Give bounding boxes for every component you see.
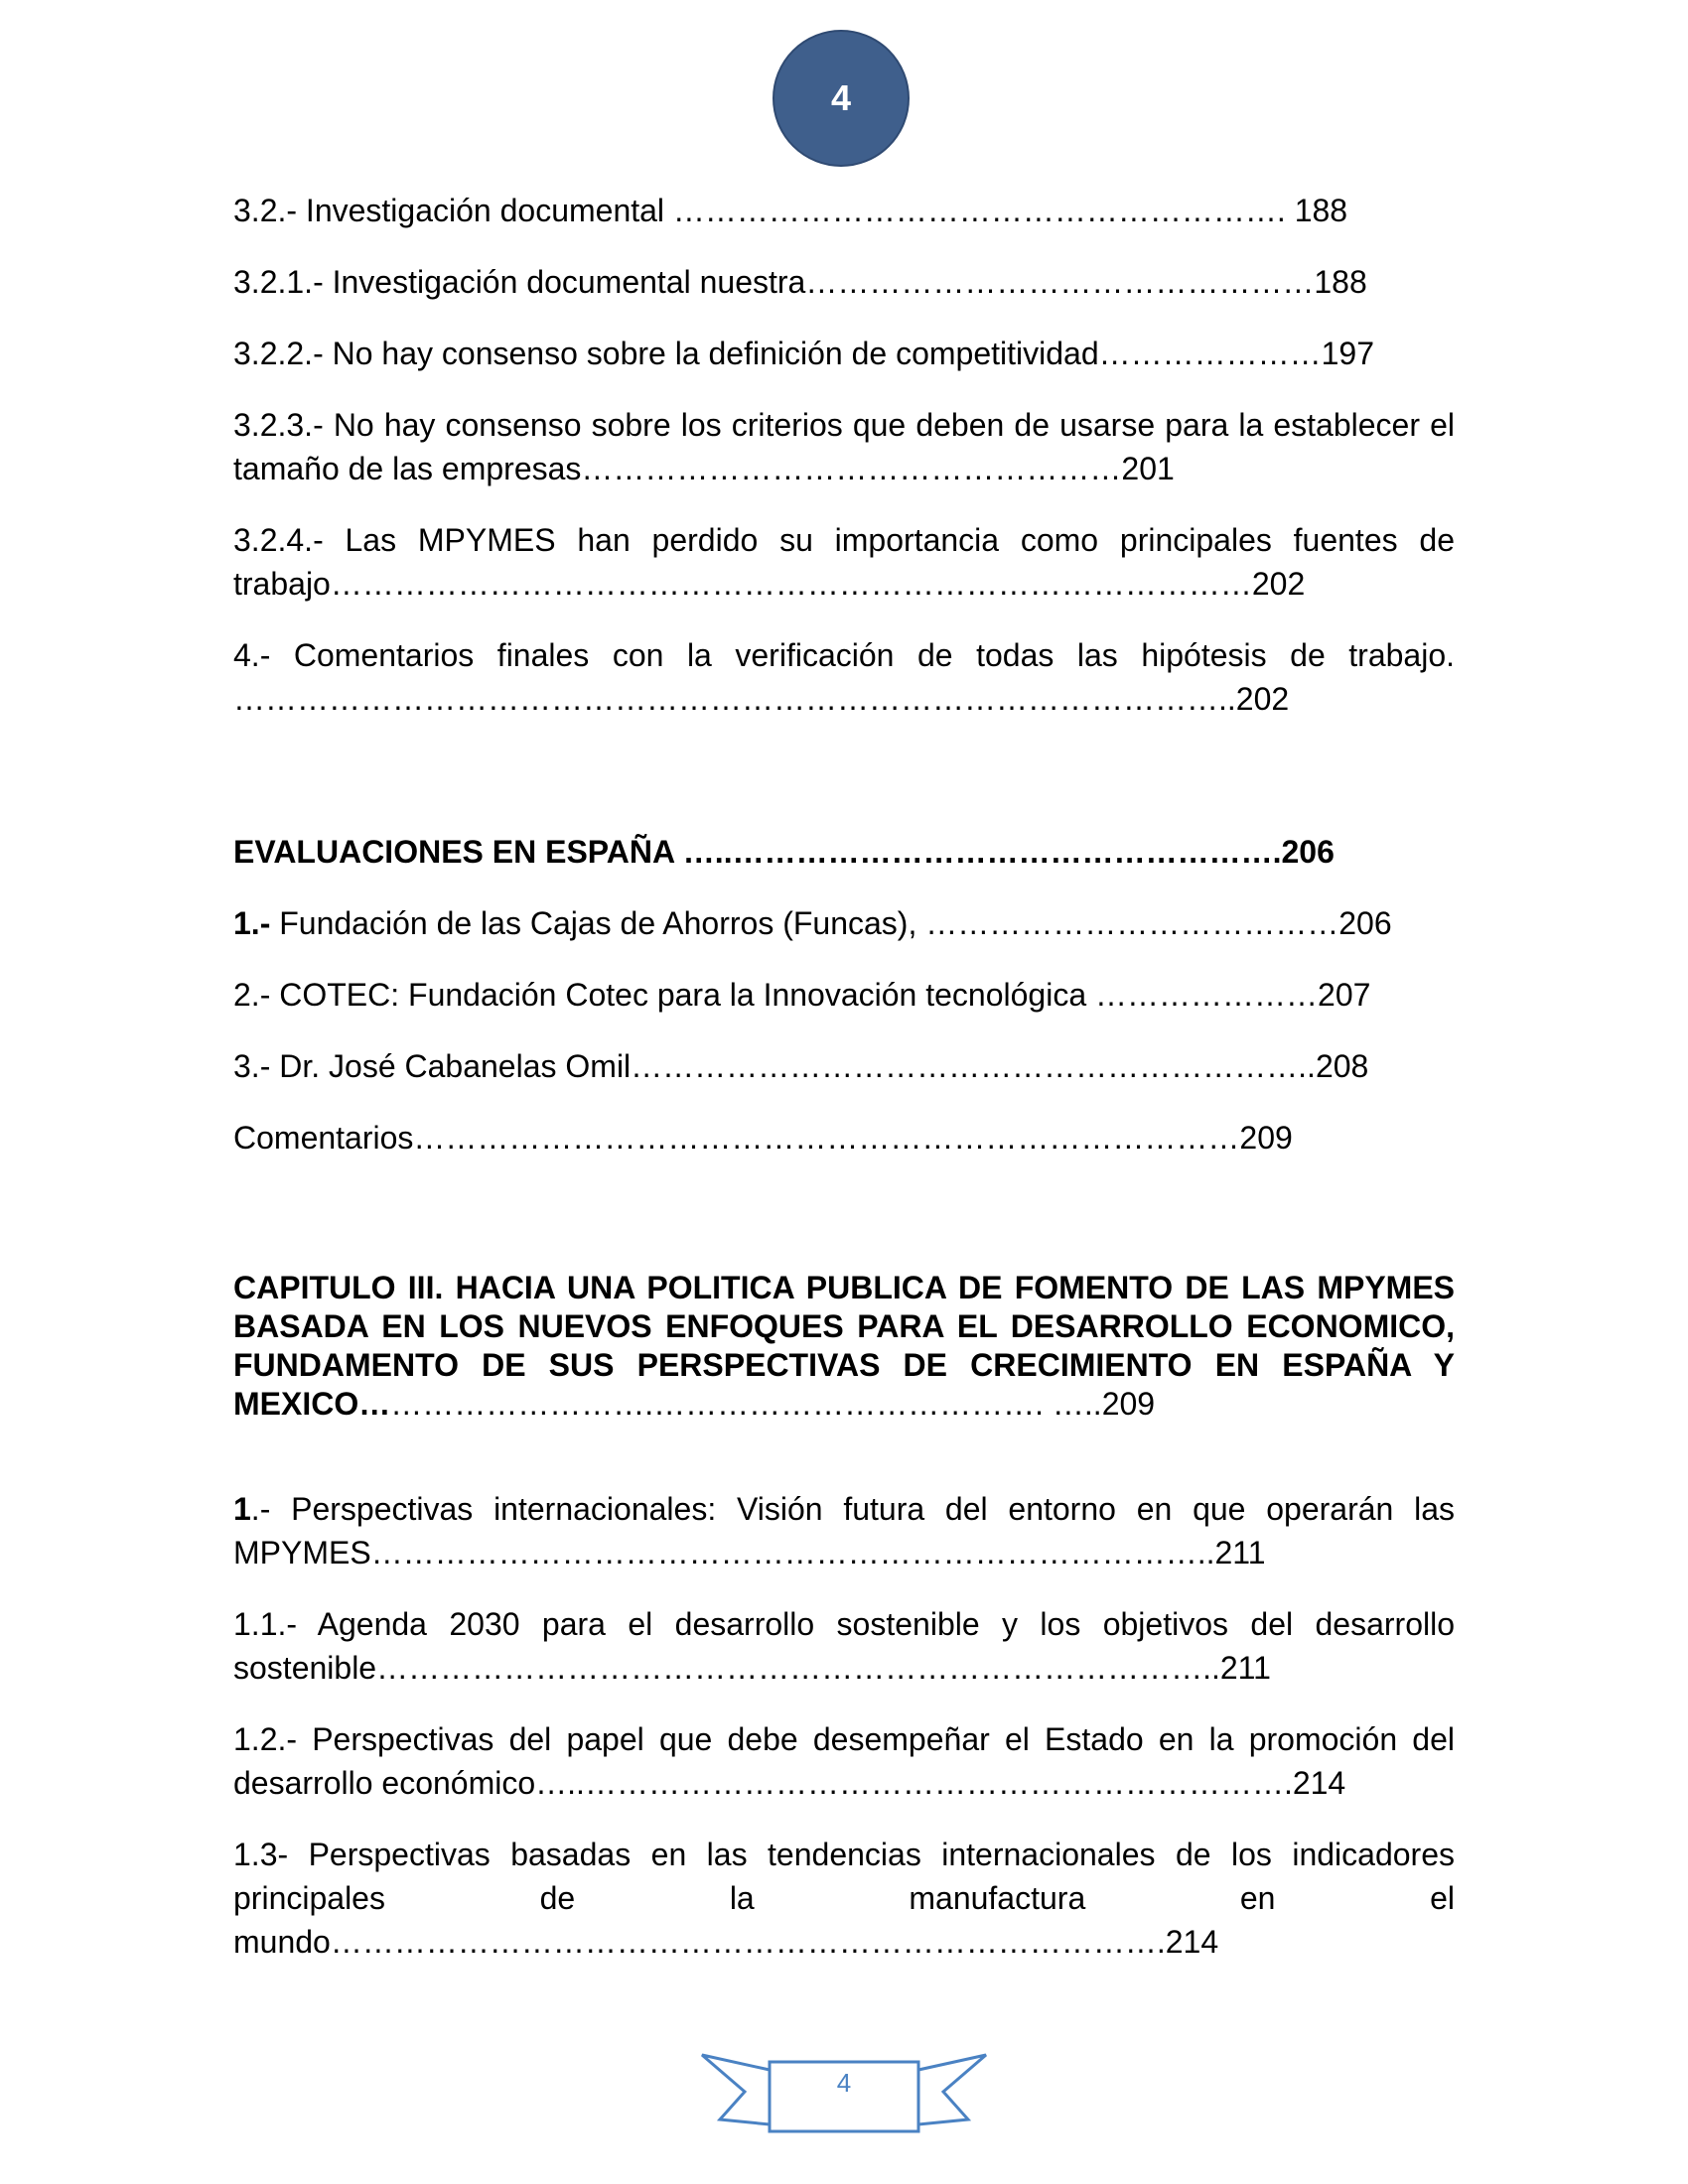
toc-entry-3-2-1: 3.2.1.- Investigación documental nuestra…………………………………………188 — [233, 264, 1367, 300]
toc-entry-3-2-4: 3.2.4.- Las MPYMES han perdido su importancia como principales fuentes de trabajo……………………………………………………………………………202 — [233, 522, 1455, 602]
toc-entry-text: Fundación de las Cajas de Ahorros (Funcas), …………………………………206 — [270, 905, 1392, 941]
toc-entry-number: 1 — [233, 1491, 251, 1527]
chapter-page-leader: …………………….………………………………. …..209 — [390, 1386, 1156, 1422]
toc-entry-1-3: 1.3- Perspectivas basadas en las tendencias internacionales de los indicadores principales de la manufactura en el mundo…………………………………………………………………….214 — [233, 1837, 1455, 1960]
table-of-contents — [233, 189, 1455, 1991]
toc-entry-1-2: 1.2.- Perspectivas del papel que debe desempeñar el Estado en la promoción del desarrollo económico…..………………………………………………………….214 — [233, 1721, 1455, 1801]
toc-entry-3-2-3: 3.2.3.- No hay consenso sobre los criterios que deben de usarse para la establecer el tamaño de las empresas……………………………………………201 — [233, 407, 1455, 486]
section-spacer — [233, 1187, 1455, 1269]
toc-entry-comentarios: Comentarios……………………………………………………………………209 — [233, 1120, 1293, 1156]
toc-entry-cotec: 2.- COTEC: Fundación Cotec para la Innovación tecnológica …………………207 — [233, 977, 1371, 1013]
toc-chapter-iii-heading — [233, 1269, 1455, 1424]
page-number-badge — [773, 30, 910, 167]
toc-entry-number: 1.- — [233, 905, 271, 941]
toc-entry-3-2: 3.2.- Investigación documental …………………………………………………. 188 — [233, 193, 1348, 228]
toc-entry-1 — [233, 1487, 1455, 1574]
toc-entry-3-2-2: 3.2.2.- No hay consenso sobre la definición de competitividad…………………197 — [233, 336, 1375, 371]
toc-entry-1-1: 1.1.- Agenda 2030 para el desarrollo sostenible y los objetivos del desarrollo sostenible……………………………………………………………………..211 — [233, 1606, 1455, 1686]
toc-entry-text: .- Perspectivas internacionales: Visión futura del entorno en que operarán las MPYMES……………………………………………………………………..211 — [233, 1491, 1455, 1570]
toc-entry-cabanelas: 3.- Dr. José Cabanelas Omil………………………………………………………..208 — [233, 1048, 1369, 1084]
chapter-title: CAPITULO III. HACIA UNA POLITICA PUBLICA DE FOMENTO DE LAS MPYMES BASADA EN LOS NUEVOS ENFOQUES PARA EL DESARROLLO ECONOMICO, FUNDAMENTO DE SUS PERSPECTIVAS DE CRECIMIENTO EN ESPAÑA Y MEXICO… — [233, 1270, 1455, 1422]
page-number-badge-text: 4 — [830, 77, 852, 118]
toc-entry-funcas — [233, 901, 1455, 945]
footer-page-number: 4 — [836, 2068, 852, 2098]
section-spacer — [233, 749, 1455, 830]
toc-heading-evaluaciones-espana: EVALUACIONES EN ESPAÑA …..…………………………………………….206 — [233, 834, 1335, 870]
toc-entry-4: 4.- Comentarios finales con la verificación de todas las hipótesis de trabajo. …………………………………………………………………………………..202 — [233, 637, 1455, 717]
